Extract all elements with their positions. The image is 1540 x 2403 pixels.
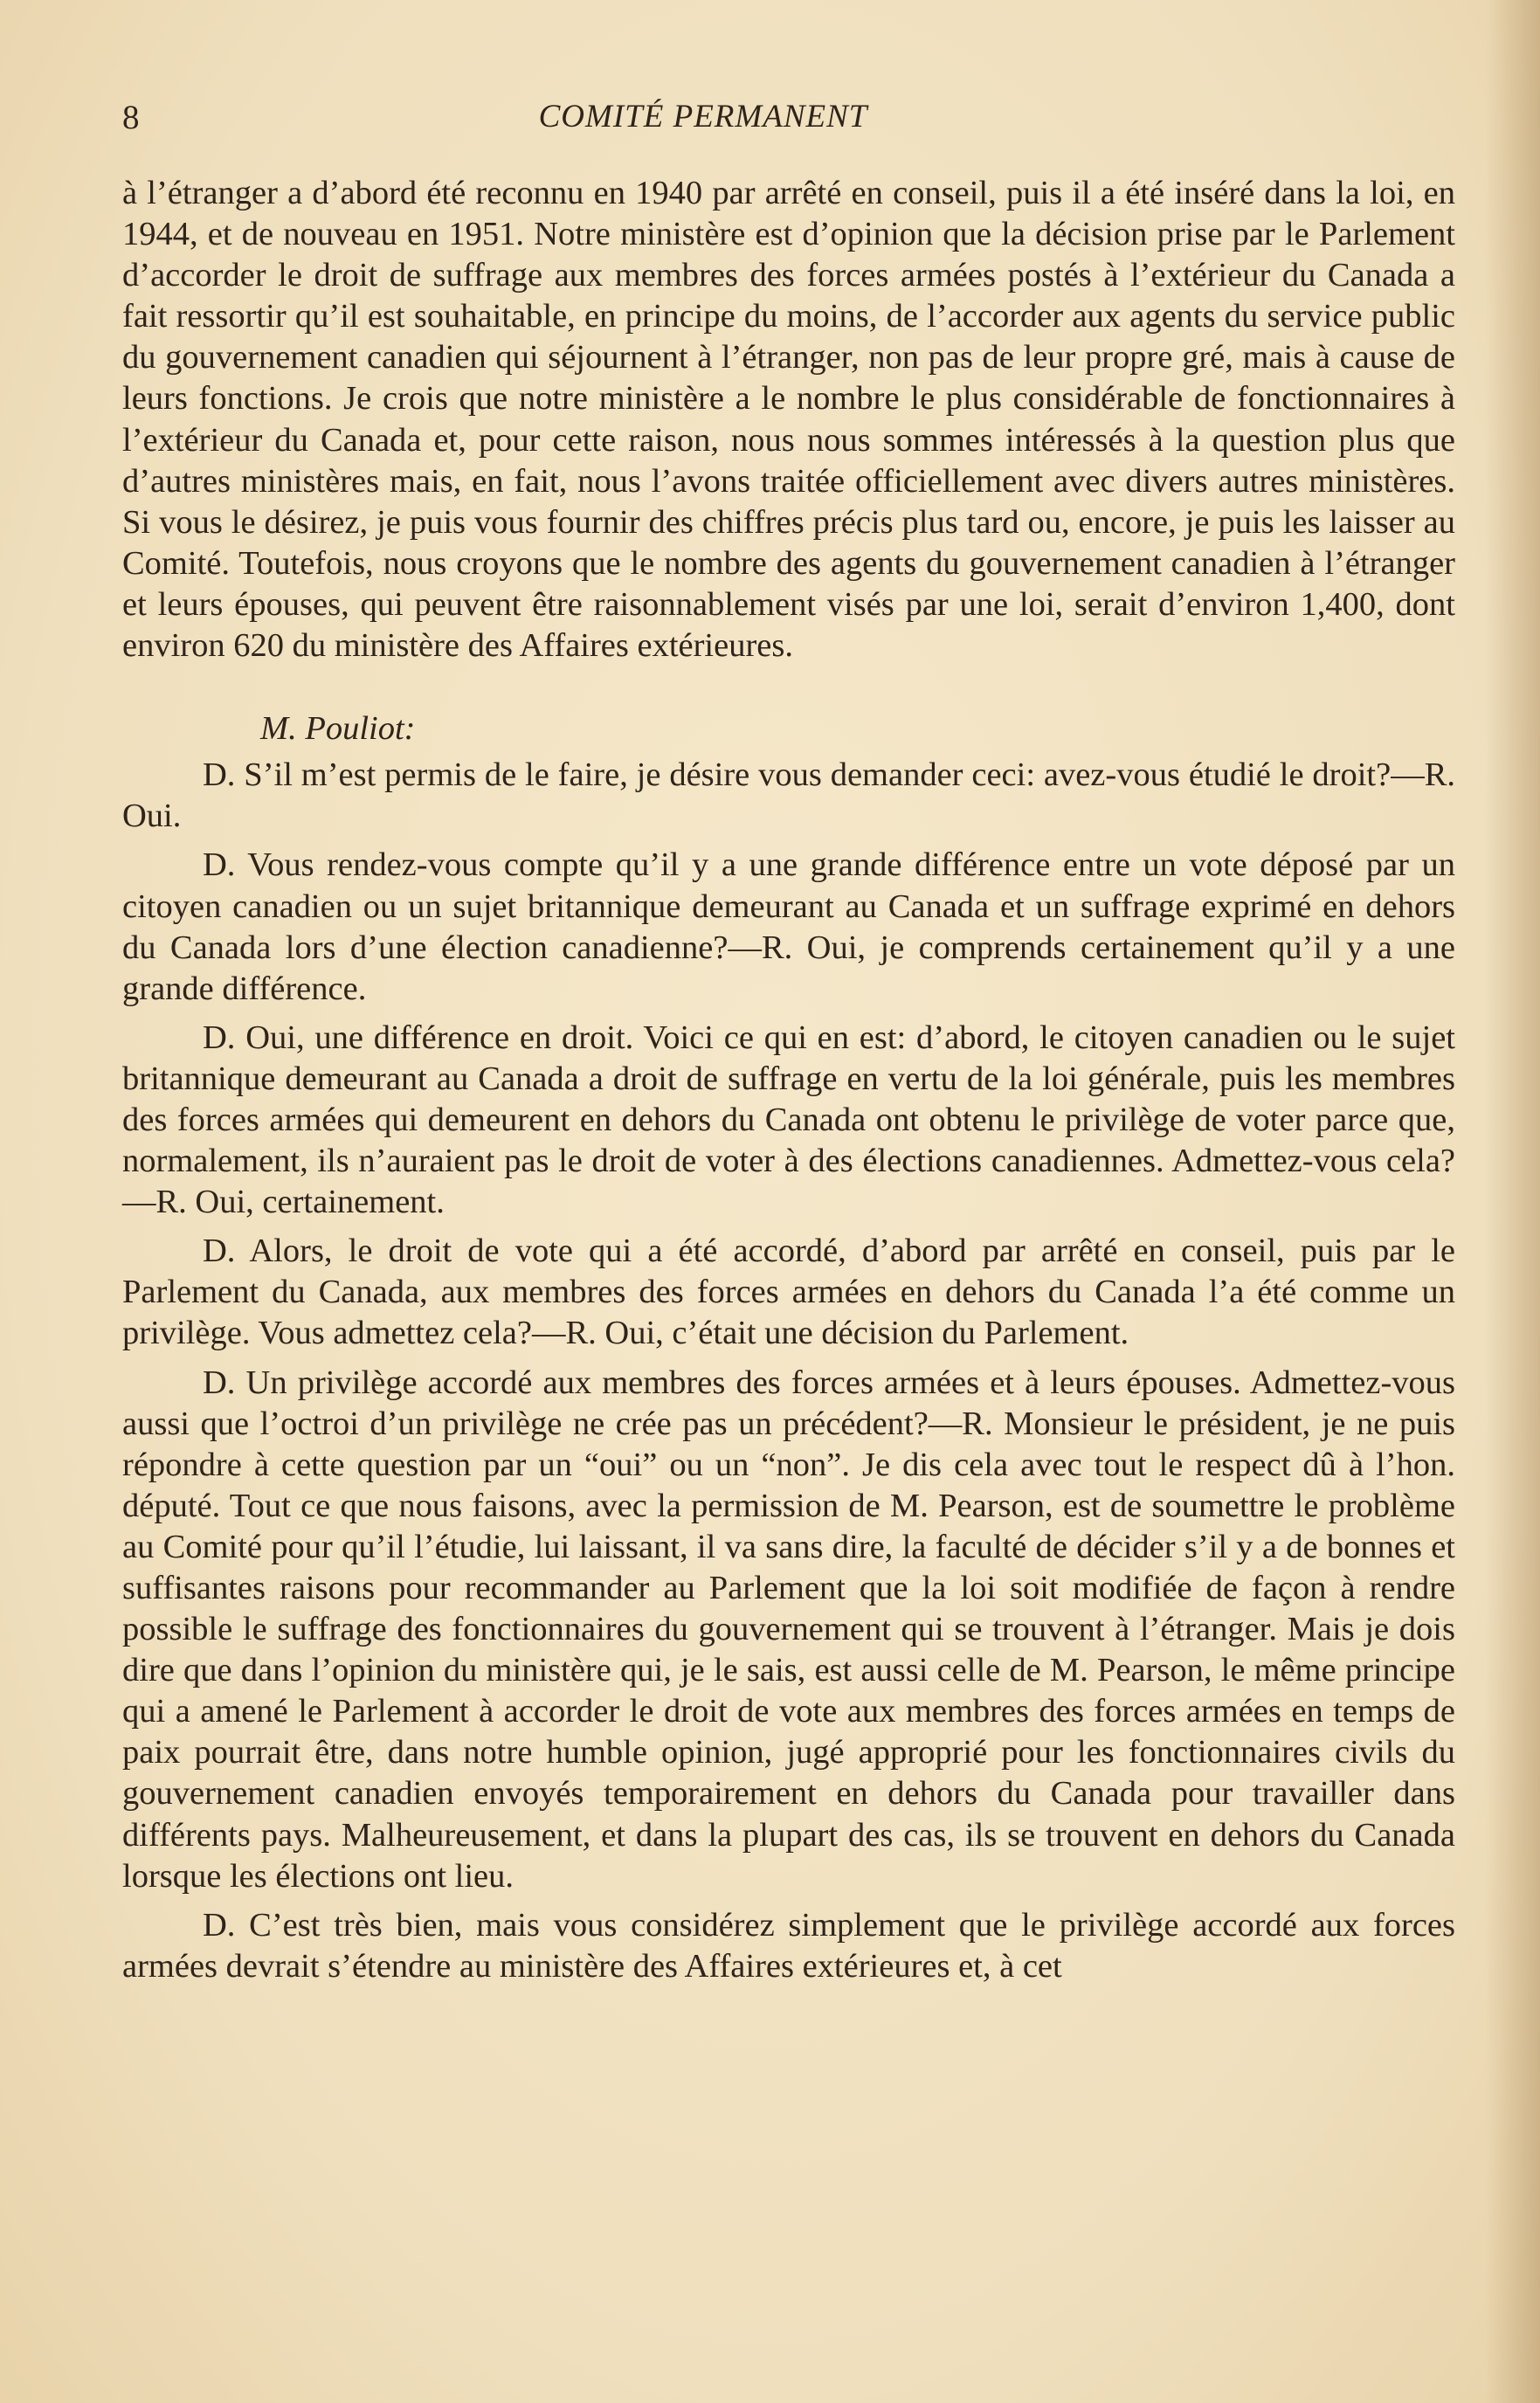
paragraph-continuation: à l’étranger a d’abord été reconnu en 1940 par arrêté en conseil, puis il a été inséré dans la loi, en 1944, et de nouveau en 1951. Notre ministère est d’opinion que la décision prise par le Parlement d’accorder le droit de suffrage aux membres des forces armées postés à l’extérieur du Canada a fait ressortir qu’il est souhaitable, en principe du moins, de l’accorder aux agents du service public du gouvernement canadien qui séjournent à l’étranger, non pas de leur propre gré, mais à cause de leurs fonctions. Je crois que notre ministère a le nombre le plus considérable de fonctionnaires à l’extérieur du Canada et, pour cette raison, nous nous sommes intéressés à la question plus que d’autres ministères mais, en fait, nous l’avons traitée officiellement avec divers autres ministères. Si vous le désirez, je puis vous fournir des chiffres précis plus tard ou, encore, je puis les laisser au Comité. Toutefois, nous croyons que le nombre des agents du gouvernement canadien à l’étranger et leurs épouses, qui peuvent être raisonnablement visés par une loi, serait d’environ 1,400, dont environ 620 du ministère des Affaires extérieures. bbox=[122, 175, 1455, 665]
qa-paragraph: D. Vous rendez-vous compte qu’il y a une grande différence entre un vote déposé par un citoyen canadien ou un sujet britannique demeurant au Canada et un suffrage exprimé en dehors du Canada lors d’une élection canadienne?—R. Oui, je comprends certainement qu’il y a une grande différence. bbox=[122, 846, 1455, 1007]
page-number: 8 bbox=[122, 99, 140, 136]
qa-paragraph: D. Un privilège accordé aux membres des forces armées et à leurs épouses. Admettez-vous aussi que l’octroi d’un privilège ne crée pas un précédent?—R. Monsieur le président, je ne puis répondre à cette question par un “oui” ou un “non”. Je dis cela avec tout le respect dû à l’hon. député. Tout ce que nous faisons, avec la permission de M. Pearson, est de soumettre le problème au Comité pour qu’il l’étudie, lui laissant, il va sans dire, la faculté de décider s’il y a de bonnes et suffisantes raisons pour recommander au Parlement que la loi soit modifiée de façon à rendre possible le suffrage des fonctionnaires du gouvernement qui se trouvent à l’étranger. Mais je dois dire que dans l’opinion du ministère qui, je le sais, est aussi celle de M. Pearson, le même principe qui a amené le Parlement à accorder le droit de vote aux membres des forces armées en temps de paix pourrait être, dans notre humble opinion, jugé approprié pour les fonctionnaires civils du gouvernement canadien envoyés temporairement en dehors du Canada pour travailler dans différents pays. Malheureusement, et dans la plupart des cas, ils se trouvent en dehors du Canada lorsque les élections ont lieu. bbox=[122, 1364, 1455, 1895]
running-title: COMITÉ PERMANENT bbox=[538, 99, 868, 135]
speaker-label: M. Pouliot: bbox=[260, 710, 416, 748]
running-head bbox=[122, 98, 1467, 143]
qa-paragraph: D. Alors, le droit de vote qui a été accordé, d’abord par arrêté en conseil, puis par le Parlement du Canada, aux membres des forces armées en dehors du Canada l’a été comme un privilège. Vous admettez cela?—R. Oui, c’était une décision du Parlement. bbox=[122, 1233, 1455, 1352]
qa-paragraph: D. C’est très bien, mais vous considérez simplement que le privilège accordé aux forces armées devrait s’étendre au ministère des Affaires extérieures et, à cet bbox=[122, 1906, 1455, 1985]
qa-paragraph: D. S’il m’est permis de le faire, je désire vous demander ceci: avez-vous étudié le droit?—R. Oui. bbox=[122, 756, 1455, 835]
body-text bbox=[122, 173, 1455, 1995]
qa-paragraph: D. Oui, une différence en droit. Voici ce qui en est: d’abord, le citoyen canadien ou le sujet britannique demeurant au Canada a droit de suffrage en vertu de la loi générale, puis les membres des forces armées qui demeurent en dehors du Canada ont obtenu le privilège de voter parce que, normalement, ils n’auraient pas le droit de voter à des élections canadiennes. Admettez-vous cela?—R. Oui, certainement. bbox=[122, 1019, 1455, 1221]
